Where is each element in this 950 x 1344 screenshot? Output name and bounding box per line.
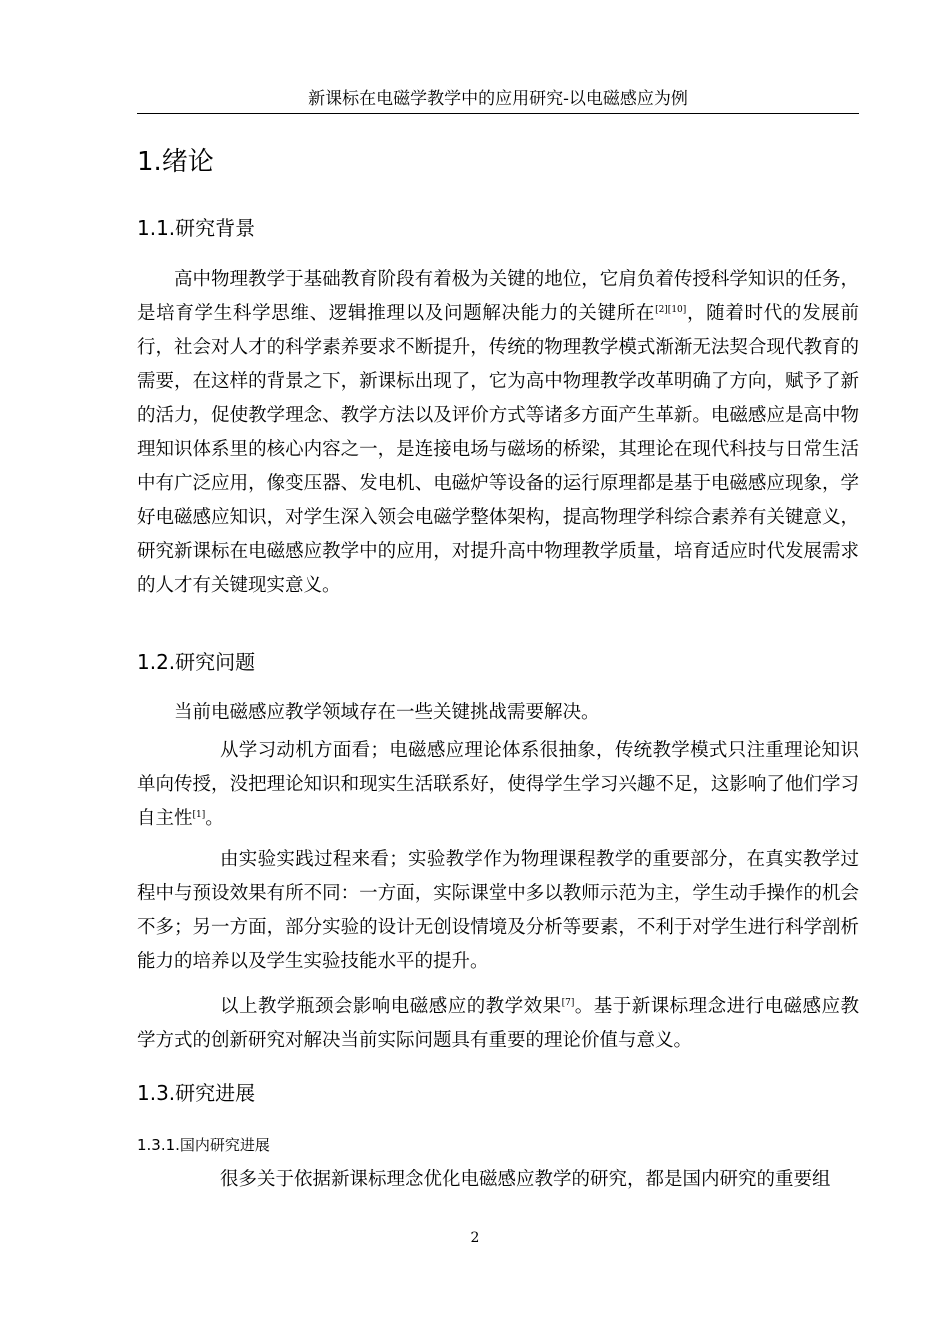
- paragraph-text: 很多关于依据新课标理念优化电磁感应教学的研究，都是国内研究的重要组: [220, 1169, 831, 1190]
- chapter-title: 1.绪论: [137, 147, 214, 177]
- paragraph-domestic-progress: [137, 1163, 859, 1197]
- subsection-title-1-3-1: 1.3.1.国内研究进展: [137, 1136, 270, 1154]
- header-rule: [137, 113, 859, 114]
- paragraph-text: 。: [205, 808, 224, 829]
- paragraph-text: 当前电磁感应教学领域存在一些关键挑战需要解决。: [174, 702, 600, 723]
- citation: [1]: [192, 809, 206, 820]
- paragraph-text: 以上教学瓶颈会影响电磁感应的教学效果: [220, 996, 562, 1017]
- page-number: 2: [470, 1230, 480, 1246]
- paragraph-experiment: [137, 843, 859, 979]
- paragraph-text: 高中物理教学于基础教育阶段有着极为关键的地位，它肩负着传授科学知识的任务，是培育学生科学思维、逻辑推理以及问题解决能力的关键所在: [137, 269, 859, 324]
- paragraph-problem-intro: [137, 696, 859, 730]
- paragraph-motivation: [137, 734, 859, 836]
- paragraph-text: 。基于新课标理念进行电磁感应教学方式的创新研究对解决当前实际问题具有重要的理论价值与意义。: [137, 996, 859, 1051]
- paragraph-background: [137, 263, 859, 603]
- citation: [7]: [561, 997, 575, 1008]
- paragraph-bottleneck: [137, 990, 859, 1058]
- section-title-1-1: 1.1.研究背景: [137, 216, 256, 240]
- running-header: 新课标在电磁学教学中的应用研究-以电磁感应为例: [308, 89, 688, 109]
- citation: [2][10]: [655, 304, 687, 315]
- section-title-1-2: 1.2.研究问题: [137, 650, 256, 674]
- paragraph-text: 从学习动机方面看；电磁感应理论体系很抽象，传统教学模式只注重理论知识单向传授，没把理论知识和现实生活联系好，使得学生学习兴趣不足，这影响了他们学习自主性: [137, 740, 859, 829]
- paragraph-text: ，随着时代的发展前行，社会对人才的科学素养要求不断提升，传统的物理教学模式渐渐无法契合现代教育的需要，在这样的背景之下，新课标出现了，它为高中物理教学改革明确了方向，赋予了新的活力，促使教学理念、教学方法以及评价方式等诸多方面产生革新。电磁感应是高中物理知识体系里的核心内容之一，是连接电场与磁场的桥梁，其理论在现代科技与日常生活中有广泛应用，像变压器、发电机、电磁炉等设备的运行原理都是基于电磁感应现象，学好电磁感应知识，对学生深入领会电磁学整体架构，提高物理学科综合素养有关键意义，研究新课标在电磁感应教学中的应用，对提升高中物理教学质量，培育适应时代发展需求的人才有关键现实意义。: [137, 303, 859, 596]
- section-title-1-3: 1.3.研究进展: [137, 1081, 256, 1105]
- paragraph-text: 由实验实践过程来看；实验教学作为物理课程教学的重要部分，在真实教学过程中与预设效果有所不同：一方面，实际课堂中多以教师示范为主，学生动手操作的机会不多；另一方面，部分实验的设计无创设情境及分析等要素，不利于对学生进行科学剖析能力的培养以及学生实验技能水平的提升。: [137, 849, 859, 972]
